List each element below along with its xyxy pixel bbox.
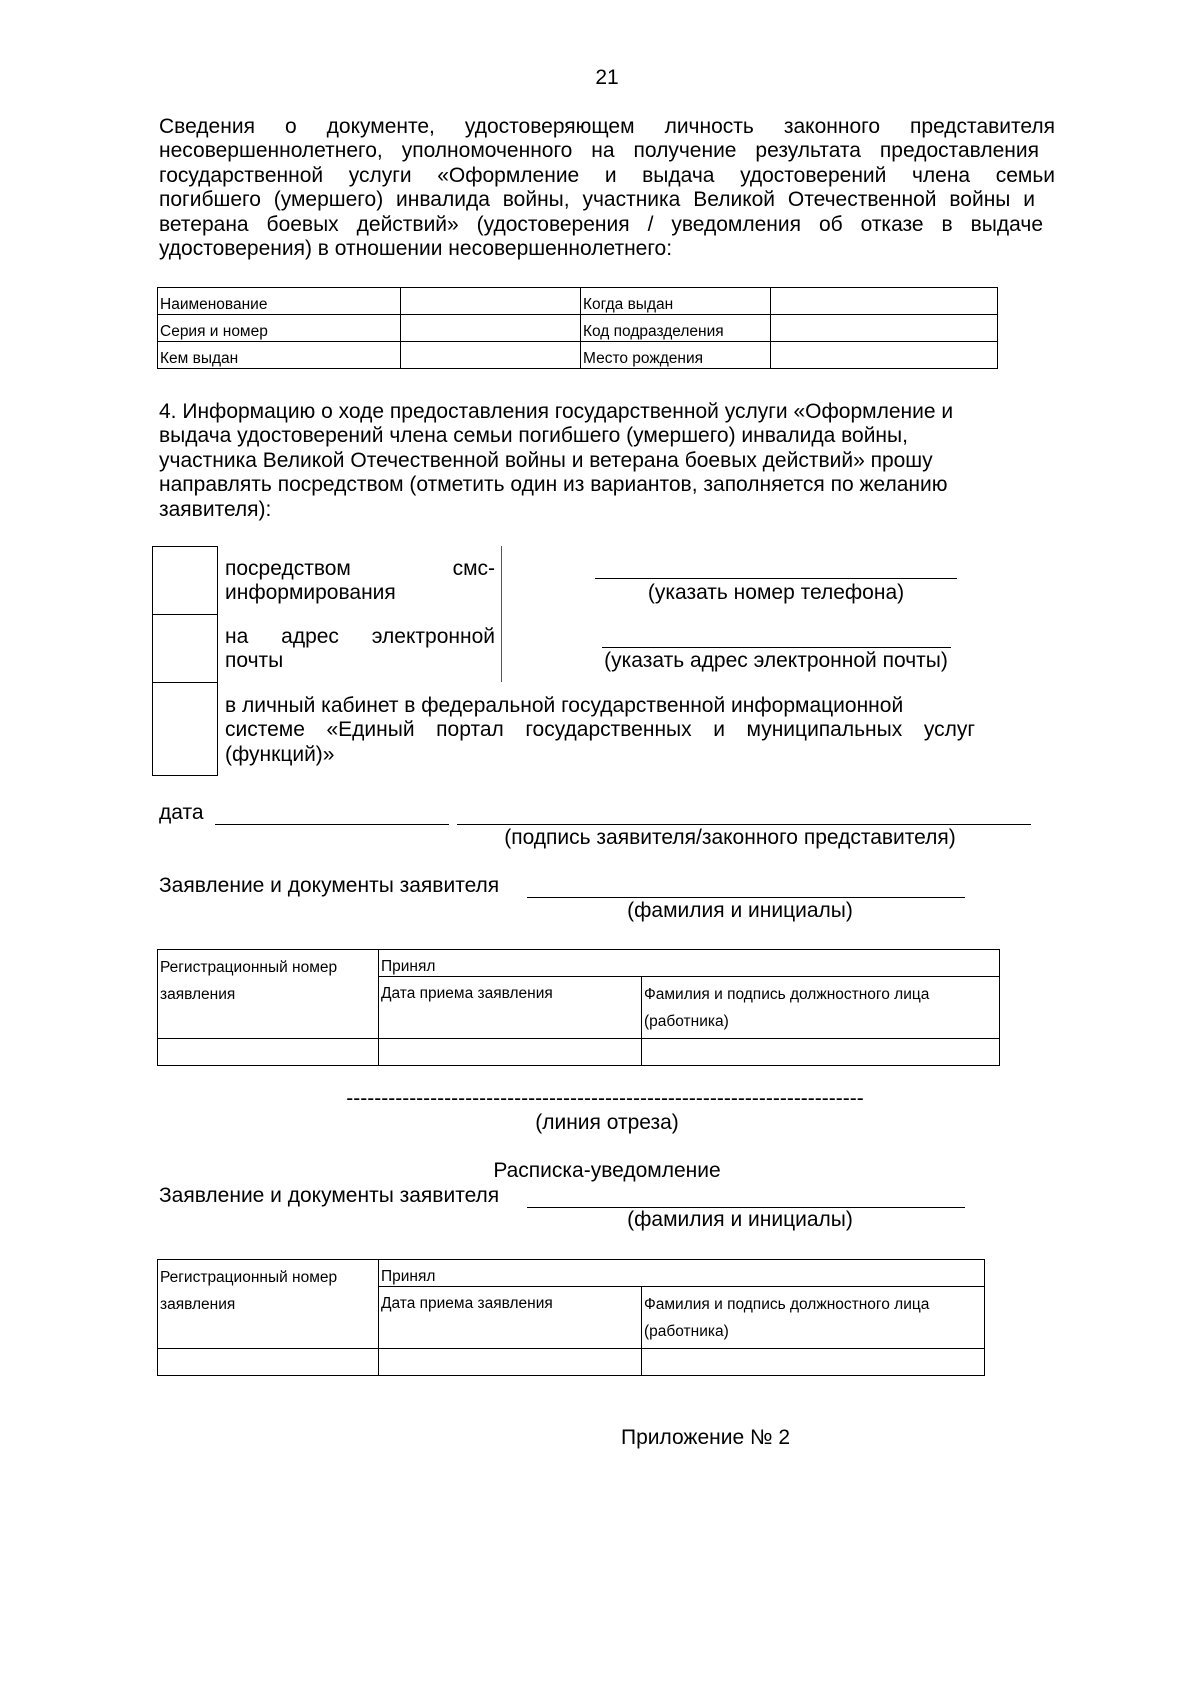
receipt-docs-label: Заявление и документы заявителя	[159, 1184, 500, 1207]
text-line: Сведения о документе, удостоверяющем личность законного представителя	[159, 115, 1055, 138]
cell-label: Наименование	[158, 288, 401, 315]
name-caption: (фамилия и инициалы)	[627, 899, 853, 922]
cell-value[interactable]	[401, 315, 581, 342]
email-input-line[interactable]	[602, 647, 951, 648]
text-line: выдача удостоверений члена семьи погибшего (умершего) инвалида войны,	[159, 424, 908, 448]
appendix-label: Приложение № 2	[621, 1426, 791, 1449]
applicant-name-line[interactable]	[527, 897, 965, 898]
officer-cell[interactable]	[642, 1039, 1000, 1066]
reg-number-header: Регистрационный номер заявления	[158, 1260, 379, 1349]
text-line: информирования	[225, 581, 396, 605]
sms-option-label	[225, 557, 495, 606]
reg-number-cell[interactable]	[158, 1349, 379, 1376]
text-line: заявителя):	[159, 497, 272, 521]
date-label: дата	[159, 801, 204, 824]
text-line: на адрес электронной	[225, 625, 495, 648]
portal-checkbox[interactable]	[152, 682, 218, 776]
text-line: погибшего (умершего) инвалида войны, участника Великой Отечественной войны и	[159, 188, 1035, 212]
text-line: несовершеннолетнего, уполномоченного на получение результата предоставления	[159, 139, 1039, 163]
date-input-line[interactable]	[215, 824, 449, 825]
text-line: удостоверения) в отношении несовершеннолетнего:	[159, 237, 673, 261]
cell-label: Код подразделения	[581, 315, 771, 342]
date-received-header: Дата приема заявления	[379, 977, 642, 1039]
accepted-header: Принял	[379, 950, 1000, 977]
email-option-label	[225, 625, 495, 674]
phone-input-line[interactable]	[595, 578, 957, 579]
text-line: почты	[225, 649, 284, 673]
officer-cell[interactable]	[642, 1349, 985, 1376]
text-line: 4. Информацию о ходе предоставления государственной услуги «Оформление и	[159, 400, 954, 423]
registration-table	[157, 949, 1000, 1066]
signature-caption: (подпись заявителя/законного представителя)	[504, 826, 956, 849]
officer-header: Фамилия и подпись должностного лица (работника)	[642, 977, 1000, 1039]
text-line: в личный кабинет в федеральной государственной информационной	[225, 694, 904, 717]
cell-label: Серия и номер	[158, 315, 401, 342]
reg-number-cell[interactable]	[158, 1039, 379, 1066]
cut-caption: (линия отреза)	[535, 1111, 679, 1134]
officer-header: Фамилия и подпись должностного лица (работника)	[642, 1287, 985, 1349]
cell-value[interactable]	[401, 288, 581, 315]
page-number: 21	[595, 66, 619, 89]
phone-hint: (указать номер телефона)	[647, 581, 905, 604]
text-line: (функций)»	[225, 742, 335, 766]
text-line: системе «Единый портал государственных и муниципальных услуг	[225, 718, 975, 742]
email-checkbox[interactable]	[152, 614, 218, 683]
date-cell[interactable]	[379, 1039, 642, 1066]
text-line: участника Великой Отечественной войны и ветерана боевых действий» прошу	[159, 448, 933, 472]
email-hint: (указать адрес электронной почты)	[604, 649, 948, 672]
receipt-registration-table	[157, 1259, 985, 1376]
text-line: государственной услуги «Оформление и выдача удостоверений члена семьи	[159, 163, 1055, 187]
intro-paragraph	[159, 115, 1055, 261]
receipt-name-caption: (фамилия и инициалы)	[627, 1208, 853, 1231]
text-line: посредством смс-	[225, 557, 495, 580]
cell-value[interactable]	[771, 315, 998, 342]
cell-value[interactable]	[401, 342, 581, 369]
cell-value[interactable]	[771, 342, 998, 369]
cell-label: Место рождения	[581, 342, 771, 369]
text-line: направлять посредством (отметить один из вариантов, заполняется по желанию	[159, 473, 948, 497]
cell-label: Когда выдан	[581, 288, 771, 315]
docs-label: Заявление и документы заявителя	[159, 874, 500, 897]
section-4-paragraph	[159, 400, 953, 522]
portal-option-label	[225, 694, 975, 767]
cell-label: Кем выдан	[158, 342, 401, 369]
receipt-title: Расписка-уведомление	[493, 1159, 721, 1182]
date-received-header: Дата приема заявления	[379, 1287, 642, 1349]
sms-checkbox[interactable]	[152, 546, 218, 615]
document-table	[157, 287, 998, 369]
cut-line: --------------------------------------------------------------------------	[346, 1087, 864, 1110]
reg-number-header: Регистрационный номер заявления	[158, 950, 379, 1039]
cell-value[interactable]	[771, 288, 998, 315]
date-cell[interactable]	[379, 1349, 642, 1376]
signature-line[interactable]	[457, 824, 1031, 825]
accepted-header: Принял	[379, 1260, 985, 1287]
divider	[501, 546, 502, 682]
text-line: ветерана боевых действий» (удостоверения / уведомления об отказе в выдаче	[159, 212, 1043, 236]
